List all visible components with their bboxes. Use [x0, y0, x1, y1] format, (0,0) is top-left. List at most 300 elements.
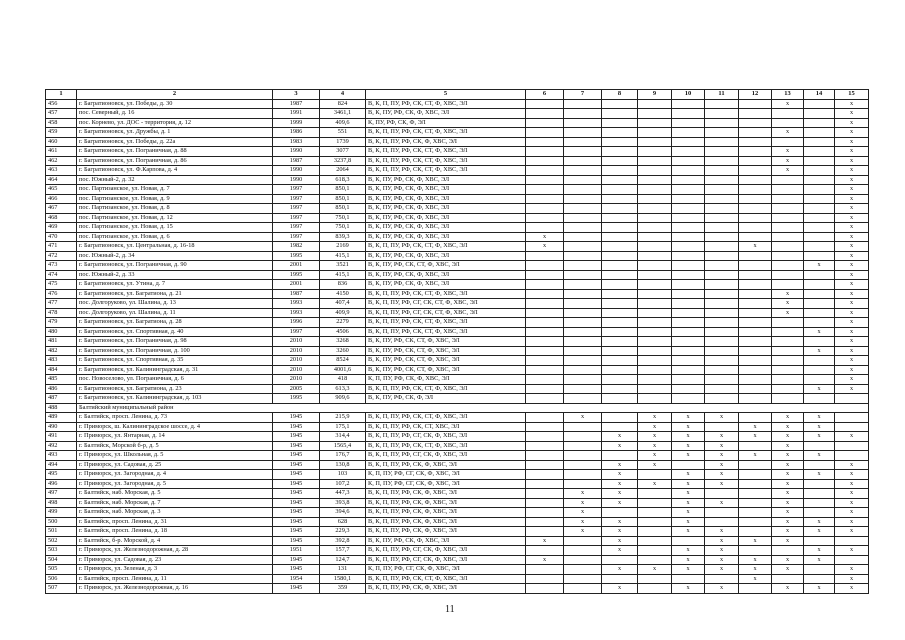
mark-cell-col-12	[739, 413, 772, 423]
mark-cell-col-10	[672, 308, 705, 318]
mark-cell-col-8	[602, 270, 638, 280]
mark-cell-col-9	[638, 308, 672, 318]
mark-cell-col-9	[638, 128, 672, 138]
mark-cell-col-15: x	[835, 327, 869, 337]
mark-cell-col-9	[638, 270, 672, 280]
mark-cell-col-7	[564, 451, 602, 461]
mark-cell-col-8	[602, 175, 638, 185]
mark-cell-col-14	[804, 375, 835, 385]
mark-cell-col-9	[638, 327, 672, 337]
mark-cell-col-7	[564, 175, 602, 185]
mark-cell-col-7	[564, 441, 602, 451]
mark-cell-col-10	[672, 166, 705, 176]
mark-cell-col-13: x	[772, 99, 804, 109]
mark-cell-col-12: x	[739, 565, 772, 575]
mark-cell-col-14	[804, 223, 835, 233]
mark-cell-col-6	[526, 489, 564, 499]
mark-cell-col-8	[602, 555, 638, 565]
area-cell: 157,7	[320, 546, 366, 556]
mark-cell-col-14	[804, 204, 835, 214]
mark-cell-col-8: x	[602, 460, 638, 470]
table-row	[46, 565, 869, 575]
mark-cell-col-9	[638, 508, 672, 518]
mark-cell-col-15: x	[835, 242, 869, 252]
mark-cell-col-10	[672, 137, 705, 147]
mark-cell-col-11	[705, 327, 739, 337]
works-list-cell: К, П, ПУ, РФ, СГ, СК, Ф, ХВС, ЭЛ	[366, 470, 526, 480]
mark-cell-col-15: x	[835, 223, 869, 233]
area-cell: 613,3	[320, 384, 366, 394]
year-cell: 1951	[273, 546, 320, 556]
mark-cell-col-8	[602, 356, 638, 366]
table-row	[46, 489, 869, 499]
mark-cell-col-14	[804, 498, 835, 508]
mark-cell-col-11: x	[705, 527, 739, 537]
works-list-cell: В, К, П, ПУ, РФ, СК, Ф, ХВС, ЭЛ	[366, 137, 526, 147]
mark-cell-col-8	[602, 365, 638, 375]
mark-cell-col-10	[672, 337, 705, 347]
mark-cell-col-7	[564, 118, 602, 128]
column-header-6: 6	[526, 90, 564, 100]
table-row	[46, 460, 869, 470]
mark-cell-col-13	[772, 232, 804, 242]
mark-cell-col-15: x	[835, 109, 869, 119]
address-cell: пос. Долгоруково, ул. Шалина, д. 13	[77, 299, 273, 309]
mark-cell-col-14	[804, 299, 835, 309]
year-cell: 1945	[273, 536, 320, 546]
mark-cell-col-14: x	[804, 422, 835, 432]
column-header-2: 2	[77, 90, 273, 100]
mark-cell-col-13: x	[772, 156, 804, 166]
address-cell: пос. Партизанское, ул. Новая, д. 7	[77, 185, 273, 195]
address-cell: пос. Партизанское, ул. Новая, д. 12	[77, 213, 273, 223]
mark-cell-col-9	[638, 118, 672, 128]
mark-cell-col-11	[705, 242, 739, 252]
mark-cell-col-11	[705, 308, 739, 318]
mark-cell-col-15	[835, 451, 869, 461]
row-number-cell: 504	[46, 555, 77, 565]
mark-cell-col-9	[638, 242, 672, 252]
mark-cell-col-8: x	[602, 546, 638, 556]
works-list-cell: В, К, П, ПУ, РФ, СК, СТ, Ф, ХВС, ЭЛ	[366, 327, 526, 337]
mark-cell-col-8	[602, 242, 638, 252]
mark-cell-col-6	[526, 204, 564, 214]
mark-cell-col-14	[804, 394, 835, 404]
area-cell: 131	[320, 565, 366, 575]
mark-cell-col-7	[564, 299, 602, 309]
works-list-cell: В, К, П, ПУ, РФ, СК, СТ, Ф, ХВС, ЭЛ	[366, 384, 526, 394]
mark-cell-col-7	[564, 337, 602, 347]
mark-cell-col-12	[739, 166, 772, 176]
year-cell: 1995	[273, 394, 320, 404]
mark-cell-col-13: x	[772, 508, 804, 518]
row-number-cell: 472	[46, 251, 77, 261]
mark-cell-col-7	[564, 432, 602, 442]
year-cell: 1993	[273, 308, 320, 318]
mark-cell-col-14	[804, 213, 835, 223]
address-cell: г. Багратионовск, ул. Ф.Карпова, д. 4	[77, 166, 273, 176]
area-cell: 393,8	[320, 498, 366, 508]
mark-cell-col-6	[526, 280, 564, 290]
address-cell: г. Балтийск, просп. Ленина, д. 11	[77, 574, 273, 584]
mark-cell-col-6	[526, 346, 564, 356]
mark-cell-col-7	[564, 565, 602, 575]
table-row	[46, 128, 869, 138]
mark-cell-col-9	[638, 318, 672, 328]
table-row	[46, 327, 869, 337]
mark-cell-col-11	[705, 251, 739, 261]
mark-cell-col-15: x	[835, 508, 869, 518]
year-cell: 1945	[273, 565, 320, 575]
mark-cell-col-8	[602, 327, 638, 337]
address-cell: г. Балтийск, б-р. Морской, д. 4	[77, 536, 273, 546]
mark-cell-col-8: x	[602, 489, 638, 499]
mark-cell-col-10	[672, 99, 705, 109]
row-number-cell: 461	[46, 147, 77, 157]
area-cell: 850,1	[320, 194, 366, 204]
mark-cell-col-10	[672, 194, 705, 204]
mark-cell-col-12	[739, 318, 772, 328]
mark-cell-col-9	[638, 213, 672, 223]
mark-cell-col-6	[526, 337, 564, 347]
mark-cell-col-13	[772, 318, 804, 328]
address-cell: пос. Южный-2, д. 33	[77, 270, 273, 280]
mark-cell-col-9	[638, 536, 672, 546]
mark-cell-col-7	[564, 365, 602, 375]
mark-cell-col-7	[564, 280, 602, 290]
mark-cell-col-13	[772, 185, 804, 195]
year-cell: 1945	[273, 555, 320, 565]
mark-cell-col-10	[672, 394, 705, 404]
mark-cell-col-6: x	[526, 242, 564, 252]
register-table-body	[46, 99, 869, 593]
mark-cell-col-14	[804, 242, 835, 252]
mark-cell-col-13	[772, 327, 804, 337]
area-cell: 839,3	[320, 232, 366, 242]
mark-cell-col-9: x	[638, 460, 672, 470]
row-number-cell: 467	[46, 204, 77, 214]
mark-cell-col-11	[705, 109, 739, 119]
mark-cell-col-6	[526, 546, 564, 556]
year-cell: 1945	[273, 422, 320, 432]
mark-cell-col-9: x	[638, 422, 672, 432]
mark-cell-col-15: x	[835, 365, 869, 375]
mark-cell-col-10	[672, 356, 705, 366]
mark-cell-col-12	[739, 185, 772, 195]
mark-cell-col-6	[526, 508, 564, 518]
mark-cell-col-7: x	[564, 413, 602, 423]
mark-cell-col-15: x	[835, 137, 869, 147]
mark-cell-col-6	[526, 289, 564, 299]
mark-cell-col-9	[638, 365, 672, 375]
mark-cell-col-9	[638, 356, 672, 366]
mark-cell-col-14	[804, 574, 835, 584]
row-number-cell: 460	[46, 137, 77, 147]
mark-cell-col-12: x	[739, 451, 772, 461]
mark-cell-col-10	[672, 147, 705, 157]
mark-cell-col-14	[804, 270, 835, 280]
works-list-cell: В, К, П, ПУ, РФ, СК, СТ, Ф, ХВС, ЭЛ	[366, 574, 526, 584]
row-number-cell: 495	[46, 470, 77, 480]
mark-cell-col-8	[602, 375, 638, 385]
mark-cell-col-14	[804, 156, 835, 166]
mark-cell-col-11: x	[705, 451, 739, 461]
mark-cell-col-13	[772, 270, 804, 280]
mark-cell-col-6	[526, 432, 564, 442]
mark-cell-col-12	[739, 327, 772, 337]
mark-cell-col-6	[526, 460, 564, 470]
table-row	[46, 479, 869, 489]
mark-cell-col-6	[526, 118, 564, 128]
year-cell: 2010	[273, 337, 320, 347]
mark-cell-col-12	[739, 156, 772, 166]
mark-cell-col-14	[804, 280, 835, 290]
mark-cell-col-9	[638, 185, 672, 195]
mark-cell-col-12	[739, 109, 772, 119]
mark-cell-col-6	[526, 479, 564, 489]
row-number-cell: 480	[46, 327, 77, 337]
mark-cell-col-6	[526, 498, 564, 508]
mark-cell-col-10: x	[672, 584, 705, 594]
mark-cell-col-12	[739, 546, 772, 556]
mark-cell-col-12	[739, 508, 772, 518]
mark-cell-col-7	[564, 289, 602, 299]
address-cell: г. Багратионовск, ул. Пограничная, д. 100	[77, 346, 273, 356]
row-number-cell: 507	[46, 584, 77, 594]
table-row	[46, 508, 869, 518]
mark-cell-col-6	[526, 251, 564, 261]
mark-cell-col-11: x	[705, 413, 739, 423]
mark-cell-col-14	[804, 289, 835, 299]
mark-cell-col-8	[602, 384, 638, 394]
mark-cell-col-15: x	[835, 517, 869, 527]
mark-cell-col-8	[602, 128, 638, 138]
table-row	[46, 555, 869, 565]
mark-cell-col-7	[564, 384, 602, 394]
mark-cell-col-7	[564, 479, 602, 489]
year-cell: 1987	[273, 289, 320, 299]
mark-cell-col-7	[564, 99, 602, 109]
row-number-cell: 486	[46, 384, 77, 394]
mark-cell-col-12	[739, 204, 772, 214]
mark-cell-col-6	[526, 451, 564, 461]
mark-cell-col-15: x	[835, 156, 869, 166]
mark-cell-col-11	[705, 318, 739, 328]
mark-cell-col-13: x	[772, 441, 804, 451]
year-cell: 2010	[273, 356, 320, 366]
mark-cell-col-12	[739, 527, 772, 537]
mark-cell-col-13	[772, 261, 804, 271]
mark-cell-col-15: x	[835, 175, 869, 185]
mark-cell-col-14	[804, 128, 835, 138]
mark-cell-col-10: x	[672, 565, 705, 575]
mark-cell-col-12	[739, 384, 772, 394]
mark-cell-col-7	[564, 356, 602, 366]
mark-cell-col-8	[602, 166, 638, 176]
column-header-14: 14	[804, 90, 835, 100]
mark-cell-col-6	[526, 99, 564, 109]
mark-cell-col-10: x	[672, 508, 705, 518]
mark-cell-col-7	[564, 270, 602, 280]
mark-cell-col-14: x	[804, 384, 835, 394]
area-cell: 1580,1	[320, 574, 366, 584]
mark-cell-col-8: x	[602, 536, 638, 546]
mark-cell-col-11	[705, 422, 739, 432]
mark-cell-col-15: x	[835, 128, 869, 138]
section-header-row	[46, 403, 869, 413]
table-row	[46, 109, 869, 119]
mark-cell-col-13	[772, 394, 804, 404]
mark-cell-col-9	[638, 156, 672, 166]
mark-cell-col-7: x	[564, 517, 602, 527]
mark-cell-col-7: x	[564, 508, 602, 518]
year-cell: 1995	[273, 270, 320, 280]
mark-cell-col-15: x	[835, 308, 869, 318]
table-row	[46, 574, 869, 584]
table-row	[46, 318, 869, 328]
table-row	[46, 118, 869, 128]
mark-cell-col-13	[772, 242, 804, 252]
mark-cell-col-6	[526, 584, 564, 594]
mark-cell-col-7	[564, 346, 602, 356]
works-list-cell: В, К, П, ПУ, РФ, СК, СТ, Ф, ХВС, ЭЛ	[366, 99, 526, 109]
mark-cell-col-12	[739, 137, 772, 147]
year-cell: 1995	[273, 251, 320, 261]
table-row	[46, 213, 869, 223]
table-row	[46, 498, 869, 508]
table-row	[46, 194, 869, 204]
mark-cell-col-8	[602, 232, 638, 242]
column-header-10: 10	[672, 90, 705, 100]
row-number-cell: 473	[46, 261, 77, 271]
works-list-cell: В, К, П, ПУ, РФ, СК, Ф, ХВС, ЭЛ	[366, 489, 526, 499]
mark-cell-col-9	[638, 175, 672, 185]
row-number-cell: 497	[46, 489, 77, 499]
mark-cell-col-10	[672, 327, 705, 337]
mark-cell-col-10	[672, 128, 705, 138]
year-cell: 2001	[273, 280, 320, 290]
row-number-cell: 505	[46, 565, 77, 575]
works-list-cell: В, К, ПУ, РФ, СК, Ф, ЭЛ	[366, 394, 526, 404]
mark-cell-col-12: x	[739, 242, 772, 252]
mark-cell-col-11	[705, 384, 739, 394]
mark-cell-col-8: x	[602, 432, 638, 442]
mark-cell-col-15: x	[835, 299, 869, 309]
column-header-7: 7	[564, 90, 602, 100]
mark-cell-col-15: x	[835, 185, 869, 195]
mark-cell-col-13	[772, 546, 804, 556]
works-list-cell: В, К, ПУ, РФ, СК, Ф, ХВС, ЭЛ	[366, 175, 526, 185]
mark-cell-col-11	[705, 270, 739, 280]
mark-cell-col-13: x	[772, 128, 804, 138]
mark-cell-col-13	[772, 346, 804, 356]
mark-cell-col-6	[526, 384, 564, 394]
mark-cell-col-7	[564, 584, 602, 594]
table-row	[46, 137, 869, 147]
row-number-cell: 501	[46, 527, 77, 537]
mark-cell-col-6	[526, 422, 564, 432]
year-cell: 2010	[273, 346, 320, 356]
row-number-cell: 465	[46, 185, 77, 195]
mark-cell-col-10: x	[672, 470, 705, 480]
works-list-cell: В, К, ПУ, РФ, СК, СТ, Ф, ХВС, ЭЛ	[366, 346, 526, 356]
mark-cell-col-7: x	[564, 527, 602, 537]
area-cell: 4506	[320, 327, 366, 337]
table-row	[46, 251, 869, 261]
mark-cell-col-8: x	[602, 479, 638, 489]
mark-cell-col-15: x	[835, 318, 869, 328]
address-cell: г. Балтийск, наб. Морская, д. 3	[77, 508, 273, 518]
mark-cell-col-12	[739, 346, 772, 356]
mark-cell-col-7	[564, 261, 602, 271]
row-number-cell: 506	[46, 574, 77, 584]
area-cell: 3268	[320, 337, 366, 347]
address-cell: пос. Корнево, ул. ДОС - территория, д. 12	[77, 118, 273, 128]
mark-cell-col-13	[772, 280, 804, 290]
area-cell: 824	[320, 99, 366, 109]
table-row	[46, 147, 869, 157]
address-cell: г. Приморск, ул. Садовая, д. 23	[77, 555, 273, 565]
mark-cell-col-15: x	[835, 346, 869, 356]
works-list-cell: К, П, ПУ, РФ, СГ, СК, Ф, ХВС, ЭЛ	[366, 479, 526, 489]
address-cell: г. Багратионовск, ул. Калининградская, д. 31	[77, 365, 273, 375]
mark-cell-col-9	[638, 574, 672, 584]
mark-cell-col-8	[602, 280, 638, 290]
section-title-cell: Балтийский муниципальный район	[77, 403, 869, 413]
mark-cell-col-13: x	[772, 147, 804, 157]
row-number-cell: 458	[46, 118, 77, 128]
address-cell: г. Багратионовск, ул. Пограничная, д. 88	[77, 147, 273, 157]
row-number-cell: 489	[46, 413, 77, 423]
mark-cell-col-12: x	[739, 574, 772, 584]
area-cell: 215,9	[320, 413, 366, 423]
mark-cell-col-8	[602, 156, 638, 166]
mark-cell-col-11	[705, 356, 739, 366]
mark-cell-col-9	[638, 232, 672, 242]
mark-cell-col-14	[804, 479, 835, 489]
mark-cell-col-8	[602, 213, 638, 223]
mark-cell-col-10: x	[672, 451, 705, 461]
mark-cell-col-8	[602, 308, 638, 318]
mark-cell-col-12	[739, 261, 772, 271]
table-row	[46, 536, 869, 546]
mark-cell-col-15: x	[835, 232, 869, 242]
mark-cell-col-7	[564, 555, 602, 565]
table-row	[46, 432, 869, 442]
column-header-15: 15	[835, 90, 869, 100]
table-row	[46, 337, 869, 347]
mark-cell-col-14	[804, 365, 835, 375]
mark-cell-col-12	[739, 99, 772, 109]
works-list-cell: В, К, ПУ, РФ, СК, Ф, ХВС, ЭЛ	[366, 223, 526, 233]
mark-cell-col-14	[804, 536, 835, 546]
mark-cell-col-13	[772, 375, 804, 385]
row-number-cell: 459	[46, 128, 77, 138]
mark-cell-col-15: x	[835, 432, 869, 442]
mark-cell-col-11	[705, 213, 739, 223]
mark-cell-col-6	[526, 365, 564, 375]
row-number-cell: 463	[46, 166, 77, 176]
table-row	[46, 185, 869, 195]
mark-cell-col-10	[672, 574, 705, 584]
table-row	[46, 175, 869, 185]
mark-cell-col-10	[672, 365, 705, 375]
mark-cell-col-6	[526, 270, 564, 280]
table-row	[46, 394, 869, 404]
mark-cell-col-10	[672, 232, 705, 242]
works-list-cell: В, К, ПУ, РФ, СК, Ф, ХВС, ЭЛ	[366, 213, 526, 223]
mark-cell-col-6	[526, 318, 564, 328]
